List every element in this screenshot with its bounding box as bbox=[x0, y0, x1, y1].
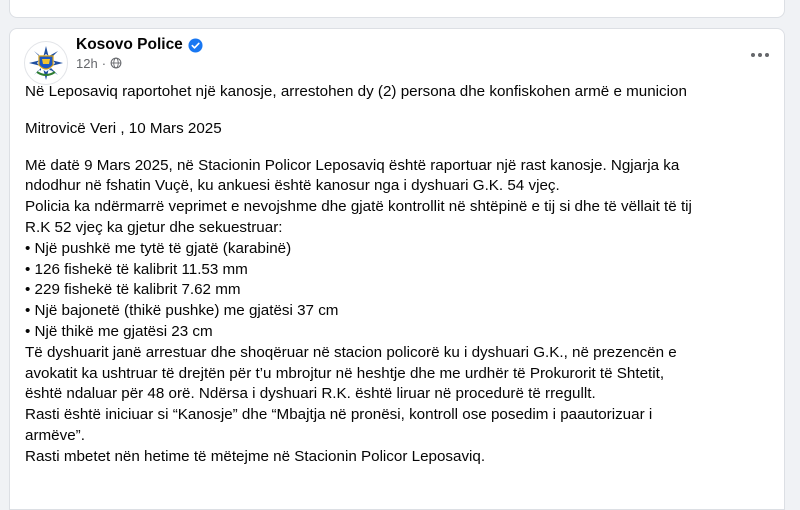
list-item: • Një thikë me gjatësi 23 cm bbox=[25, 322, 775, 343]
post-title: Në Leposaviq raportohet një kanosje, arrestohen dy (2) persona dhe konfiskohen armë e municion bbox=[25, 83, 687, 100]
previous-post-card bbox=[9, 0, 785, 18]
verified-badge-icon bbox=[188, 38, 203, 53]
post-paragraph-1: Më datë 9 Mars 2025, në Stacionin Policor Leposaviq është raportuar një rast kanosje. Ngjarja ka ndodhur në fshatin Vuçë, ku ankuesi është kanosur nga i dyshuari G.K. 54 vjeç. Policia ka ndërmarrë veprimet e nevojshme dhe gjatë kontrollit në shtëpinë e tij si dhe të vëllait të tij R.K 52 vjeç ka gjetur dhe sekuestruar: bbox=[25, 156, 692, 236]
seized-items-list bbox=[25, 239, 775, 343]
list-item: • Një bajonetë (thikë pushke) me gjatësi 37 cm bbox=[25, 301, 775, 322]
page-avatar[interactable] bbox=[24, 41, 68, 85]
post-paragraph-2: Të dyshuarit janë arrestuar dhe shoqëruar në stacion policorë ku i dyshuari G.K., në prezencën e avokatit ka ushtruar të drejtën për t’u mbrojtur në heshtje dhe me urdhër të Prokurorit të Shtetit, është ndaluar për 48 orë. Ndërsa i dyshuari R.K. është liruar në procedurë të rregullt. Rasti është iniciuar si “Kanosje” dhe “Mbajtja në pronësi, kontroll ose posedim i paautorizuar i armëve”. Rasti mbetet nën hetime të mëtejme në Stacionin Policor Leposaviq. bbox=[25, 343, 677, 465]
globe-icon[interactable] bbox=[110, 57, 122, 69]
post-body bbox=[25, 82, 775, 468]
page-name[interactable]: Kosovo Police bbox=[76, 36, 183, 53]
post-location-date: Mitrovicë Veri , 10 Mars 2025 bbox=[25, 119, 222, 137]
post-meta bbox=[76, 54, 122, 72]
list-item: • 126 fishekë të kalibrit 11.53 mm bbox=[25, 260, 775, 281]
post-timestamp[interactable]: 12h bbox=[76, 55, 98, 71]
more-options-button[interactable] bbox=[748, 43, 772, 67]
list-item: • 229 fishekë të kalibrit 7.62 mm bbox=[25, 280, 775, 301]
more-options-icon bbox=[750, 52, 770, 58]
kosovo-police-badge-icon bbox=[25, 42, 67, 84]
meta-separator: · bbox=[101, 55, 107, 71]
post-card bbox=[9, 28, 785, 510]
list-item: • Një pushkë me tytë të gjatë (karabinë) bbox=[25, 239, 775, 260]
